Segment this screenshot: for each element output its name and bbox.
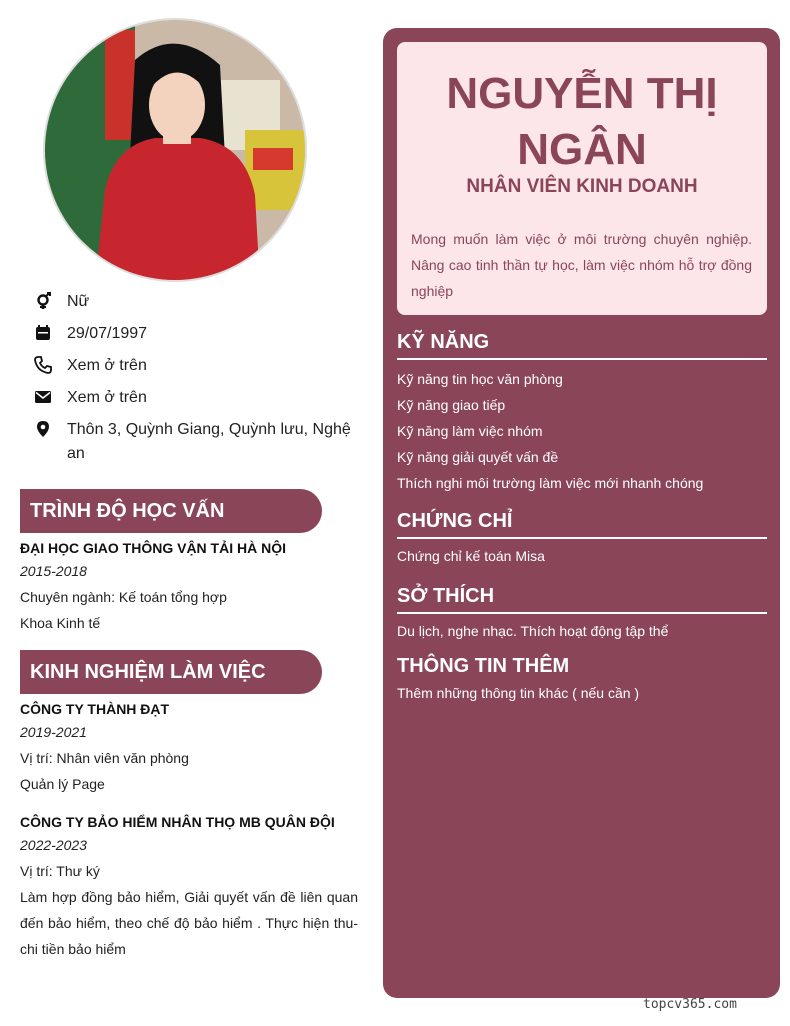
- contact-phone: [34, 354, 354, 378]
- school-name: ĐẠI HỌC GIAO THÔNG VẬN TẢI HÀ NỘI: [20, 540, 286, 556]
- contact-birthdate: [34, 322, 354, 346]
- education-major: Chuyên ngành: Kế toán tổng hợp: [20, 589, 227, 605]
- job-details: Làm hợp đồng bảo hiểm, Giải quyết vấn đề liên quan đến bảo hiểm, theo chế độ bảo hiểm . Thực hiện thu-chi tiền bảo hiểm: [20, 889, 358, 957]
- contact-address: [34, 418, 354, 466]
- skills-heading: KỸ NĂNG: [397, 328, 767, 360]
- experience-job-2: [20, 812, 358, 962]
- contact-email: [34, 386, 354, 410]
- gender-icon: [34, 292, 52, 310]
- hobbies-section: [397, 582, 767, 644]
- education-faculty: Khoa Kinh tế: [20, 615, 101, 631]
- watermark: topcv365.com: [643, 997, 737, 1012]
- extra-info-item: Thêm những thông tin khác ( nếu cần ): [397, 685, 640, 701]
- hobbies-heading: SỞ THÍCH: [397, 582, 767, 614]
- extra-info-heading: THÔNG TIN THÊM: [397, 655, 570, 677]
- email-value: Xem ở trên: [67, 389, 147, 406]
- career-objective: Mong muốn làm việc ở môi trường chuyên nghiệp. Nâng cao tinh thần tự học, làm việc nhóm hỗ trợ đồng nghiệp: [411, 231, 752, 299]
- location-icon: [34, 420, 52, 438]
- phone-icon: [34, 356, 52, 374]
- skill-item: Kỹ năng giải quyết vấn đề: [397, 449, 559, 465]
- calendar-icon: [34, 324, 52, 342]
- phone-value: Xem ở trên: [67, 357, 147, 374]
- skill-item: Thích nghi môi trường làm việc mới nhanh chóng: [397, 475, 704, 491]
- experience-job-1: [20, 699, 358, 797]
- job-years: 2019-2021: [20, 724, 87, 740]
- right-panel: [383, 28, 780, 998]
- birthdate-value: 29/07/1997: [67, 325, 148, 342]
- certificates-heading: CHỨNG CHỈ: [397, 507, 767, 539]
- certificate-item: Chứng chỉ kế toán Misa: [397, 548, 545, 564]
- skill-item: Kỹ năng tin học văn phòng: [397, 371, 563, 387]
- candidate-name: NGUYỄN THỊ NGÂN: [446, 69, 718, 174]
- job-position: Vị trí: Nhân viên văn phòng: [20, 750, 189, 766]
- contact-gender: [34, 290, 354, 314]
- certificates-section: [397, 507, 767, 569]
- profile-photo: [43, 18, 307, 282]
- portrait-image: [45, 20, 307, 282]
- skills-section: [397, 328, 767, 496]
- skill-item: Kỹ năng làm việc nhóm: [397, 423, 543, 439]
- education-years: 2015-2018: [20, 563, 87, 579]
- job-company: CÔNG TY THÀNH ĐẠT: [20, 701, 170, 717]
- name-card: [397, 42, 767, 315]
- gender-value: Nữ: [67, 293, 90, 310]
- job-details: Quản lý Page: [20, 776, 105, 792]
- job-position: Vị trí: Thư ký: [20, 863, 100, 879]
- job-title: NHÂN VIÊN KINH DOANH: [466, 176, 698, 197]
- education-section: [20, 538, 358, 636]
- address-value: Thôn 3, Quỳnh Giang, Quỳnh lưu, Nghệ an: [67, 421, 351, 462]
- extra-info-section: [397, 652, 767, 704]
- job-company: CÔNG TY BẢO HIỂM NHÂN THỌ MB QUÂN ĐỘI: [20, 814, 335, 830]
- education-heading: TRÌNH ĐỘ HỌC VẤN: [20, 489, 322, 533]
- email-icon: [34, 388, 52, 406]
- experience-heading: KINH NGHIỆM LÀM VIỆC: [20, 650, 322, 694]
- skill-item: Kỹ năng giao tiếp: [397, 397, 506, 413]
- hobby-item: Du lịch, nghe nhạc. Thích hoạt động tập thể: [397, 623, 669, 639]
- job-years: 2022-2023: [20, 837, 87, 853]
- contact-info: [34, 290, 354, 474]
